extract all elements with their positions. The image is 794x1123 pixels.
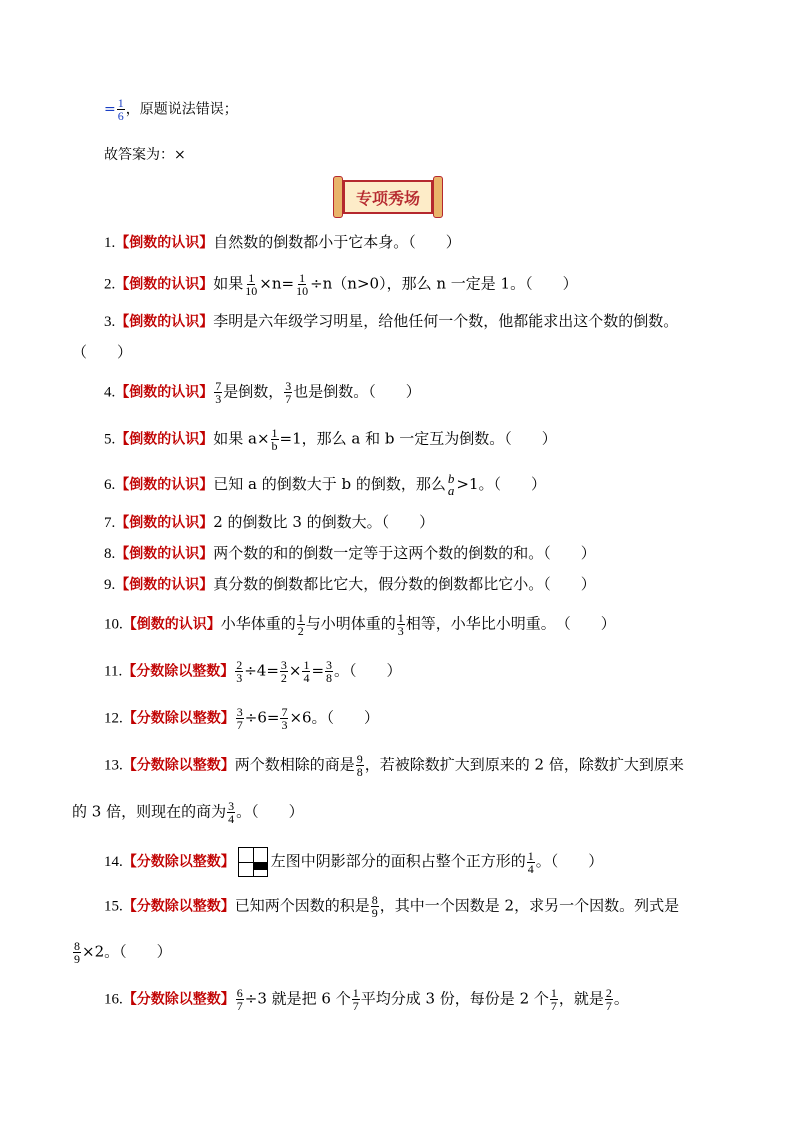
topic-tag: 【分数除以整数】	[122, 757, 235, 774]
fraction: $\frac{1}{3}$	[397, 611, 404, 638]
topic-tag: 【分数除以整数】	[122, 991, 235, 1008]
topic-tag: 【倒数的认识】	[115, 546, 214, 562]
topic-tag: 【倒数的认识】	[115, 515, 214, 531]
topic-tag: 【倒数的认识】	[115, 577, 214, 593]
question-3-continued: （ ）	[72, 343, 133, 361]
question-11: 11.【分数除以整数】 $\frac{2}{3}$ ÷4= $\frac{3}{2}$ × $\frac{1}{4}$ = $\frac{3}{8}$ 。（ ）	[104, 658, 402, 685]
fraction: $\frac{1}{10}$	[296, 271, 309, 298]
fraction: $\frac{2}{3}$	[236, 658, 243, 685]
question-10: 10.【倒数的认识】小华体重的 $\frac{1}{2}$ 与小明体重的 $\frac{1}{3}$ 相等，小华比小明重。 （ ）	[104, 611, 616, 638]
question-8: 8.【倒数的认识】两个数的和的倒数一定等于这两个数的倒数的和。（ ）	[104, 544, 596, 562]
question-15: 15.【分数除以整数】已知两个因数的积是 $\frac{8}{9}$ ，其中一个因数是 2，求另一个因数。列式是	[104, 893, 680, 920]
question-13: 13.【分数除以整数】两个数相除的商是 $\frac{9}{8}$ ，若被除数扩大到原来的 2 倍，除数扩大到原来	[104, 752, 684, 779]
fraction: $\frac{1}{4}$	[527, 848, 534, 876]
fraction: $\frac{1}{7}$	[352, 986, 359, 1013]
fraction: $\frac{3}{2}$	[280, 658, 287, 685]
fraction: $\frac{1}{6}$	[117, 96, 124, 123]
question-2: 2.【倒数的认识】如果 $\frac{1}{10}$ ×n= $\frac{1}{10}$ ÷n（n>0），那么 n 一定是 1。（ ）	[104, 271, 578, 298]
question-12: 12.【分数除以整数】 $\frac{3}{7}$ ÷6= $\frac{7}{3}$ ×6。（ ）	[104, 705, 380, 732]
question-5: 5.【倒数的认识】如果 a× $\frac{1}{b}$ =1，那么 a 和 b 一定互为倒数。（ ）	[104, 426, 557, 453]
previous-answer-line	[104, 97, 238, 122]
fraction: $\frac{6}{7}$	[236, 986, 243, 1013]
topic-tag: 【倒数的认识】	[115, 431, 214, 448]
topic-tag: 【分数除以整数】	[122, 710, 235, 727]
fraction: $\frac{1}{4}$	[303, 658, 310, 685]
topic-tag: 【倒数的认识】	[115, 235, 214, 251]
fraction: $\frac{3}{4}$	[228, 799, 235, 826]
answer-line: 故答案为：×	[104, 147, 186, 163]
fraction: $\frac{8}{9}$	[74, 939, 80, 966]
topic-tag: 【分数除以整数】	[122, 663, 235, 680]
fraction: $\frac{1}{10}$	[245, 271, 258, 298]
section-banner	[333, 176, 443, 218]
fraction: $\frac{3}{8}$	[326, 658, 333, 685]
fraction: $\frac{7}{3}$	[281, 705, 288, 732]
fraction: $\frac{7}{3}$	[215, 379, 222, 406]
scroll-left-end	[333, 176, 343, 218]
question-16: 16.【分数除以整数】 $\frac{6}{7}$ ÷3 就是把 6 个 $\frac{1}{7}$ 平均分成 3 份，每份是 2 个 $\frac{1}{7}$ ，就是 $\frac{2}{7}$ 。	[104, 986, 629, 1013]
fraction: $\frac{3}{7}$	[285, 379, 292, 406]
question-7: 7.【倒数的认识】2 的倒数比 3 的倒数大。（ ）	[104, 513, 435, 531]
topic-tag: 【倒数的认识】	[115, 314, 214, 330]
question-14: 14.【分数除以整数】 左图中阴影部分的面积占整个正方形的 $\frac{1}{4}$ 。（ ）	[104, 848, 604, 876]
question-13-continued: 的 3 倍，则现在的商为 $\frac{3}{4}$ 。（ ）	[72, 799, 304, 826]
topic-tag: 【分数除以整数】	[122, 898, 235, 915]
fraction: $\frac{8}{9}$	[371, 893, 378, 920]
equals-sign: =	[104, 101, 116, 118]
topic-tag: 【倒数的认识】	[122, 616, 221, 633]
scroll-right-end	[433, 176, 443, 218]
fraction: $\frac{9}{8}$	[356, 752, 363, 779]
question-15-continued: $\frac{8}{9}$ ×2。（ ）	[74, 939, 172, 966]
topic-tag: 【倒数的认识】	[115, 276, 214, 293]
topic-tag: 【倒数的认识】	[115, 477, 214, 493]
question-4: 4.【倒数的认识】 $\frac{7}{3}$ 是倒数， $\frac{3}{7}$ 也是倒数。（ ）	[104, 379, 421, 406]
topic-tag: 【倒数的认识】	[115, 384, 214, 401]
fraction: $\frac{1}{2}$	[297, 611, 304, 638]
fraction: $\frac{1}{b}$	[271, 426, 278, 453]
fraction: $\frac{3}{7}$	[236, 705, 243, 732]
topic-tag: 【分数除以整数】	[122, 854, 235, 870]
fraction: $\frac{2}{7}$	[605, 986, 612, 1013]
fraction: $\frac{1}{7}$	[550, 986, 557, 1013]
fraction: b a	[447, 471, 455, 498]
question-1: 1.【倒数的认识】自然数的倒数都小于它本身。（ ）	[104, 233, 461, 251]
banner-title: 专项秀场	[343, 180, 433, 214]
question-9: 9.【倒数的认识】真分数的倒数都比它大，假分数的倒数都比它小。（ ）	[104, 575, 596, 593]
shaded-square-figure	[238, 847, 268, 877]
conclusion-text: ，原题说法错误；	[125, 101, 238, 118]
question-6: 6.【倒数的认识】已知 a 的倒数大于 b 的倒数，那么 b a >1。（ ）	[104, 471, 546, 498]
question-3: 3.【倒数的认识】李明是六年级学习明星，给他任何一个数，他都能求出这个数的倒数。	[104, 312, 679, 330]
